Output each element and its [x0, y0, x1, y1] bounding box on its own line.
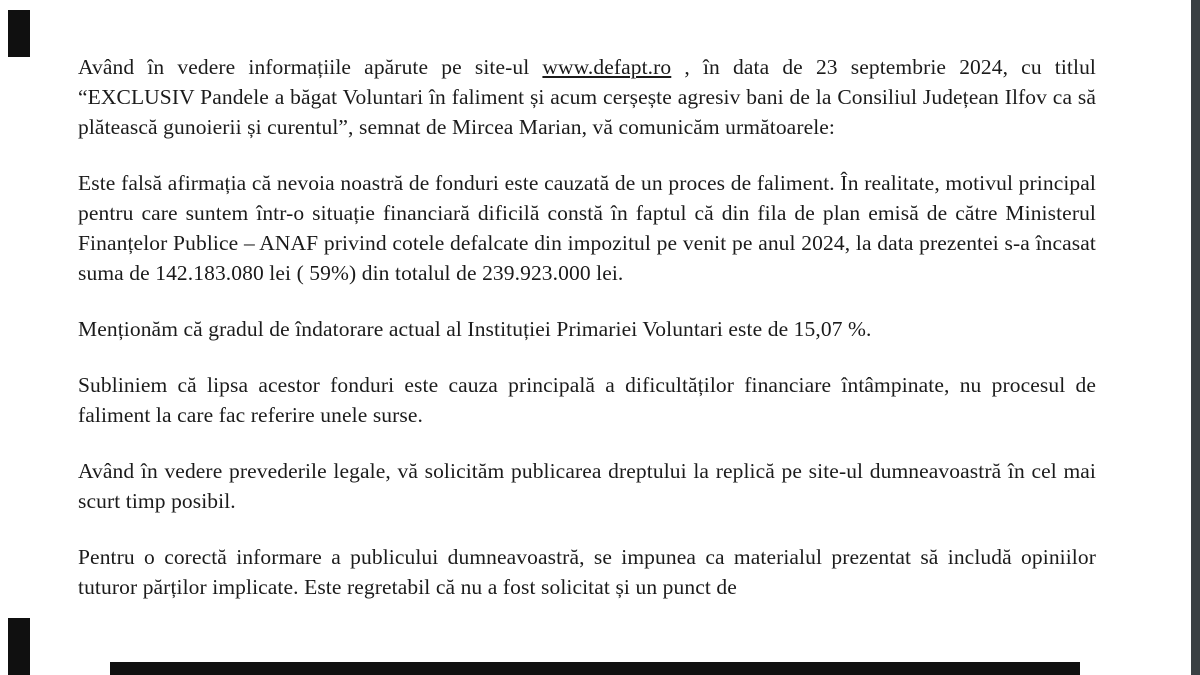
- scan-mark-bottom-left: [8, 618, 30, 675]
- paragraph-corecta-informare: Pentru o corectă informare a publicului dumneavoastră, se impunea ca materialul prezentat să includă opiniilor tuturor părților implicate. Este regretabil că nu a fost solicitat și un punct de: [78, 545, 1096, 599]
- defapt-url-link: www.defapt.ro: [542, 55, 672, 79]
- paragraph-intro-before-link: Având în vedere informațiile apărute pe site-ul: [78, 55, 543, 79]
- paragraph-grad-indatorare: Menționăm că gradul de îndatorare actual al Instituției Primariei Voluntari este de 15,07 %.: [78, 317, 872, 341]
- paragraph-intro: [78, 52, 1096, 142]
- paragraph-solicitare-replica: Având în vedere prevederile legale, vă solicităm publicarea dreptului la replică pe site-ul dumneavoastră în cel mai scurt timp posibil.: [78, 459, 1096, 513]
- paragraph-subliniere-fonduri: Subliniem că lipsa acestor fonduri este cauza principală a dificultăților financiare întâmpinate, nu procesul de faliment la care fac referire unele surse.: [78, 373, 1096, 427]
- scan-mark-top-left: [8, 10, 30, 57]
- scan-edge-right: [1191, 0, 1200, 675]
- paragraph-faliment-dezmintire: Este falsă afirmația că nevoia noastră de fonduri este cauzată de un proces de faliment. În realitate, motivul principal pentru care suntem într-o situație financiară dificilă constă în faptul că din fila de plan emisă de către Ministerul Finanțelor Publice – ANAF privind cotele defalcate din impozitul pe venit pe anul 2024, la data prezentei s-a încasat suma de 142.183.080 lei ( 59%) din totalul de 239.923.000 lei.: [78, 171, 1096, 285]
- scan-band-bottom: [110, 662, 1080, 675]
- paragraph-intro-after-link: , în data de 23 septembrie 2024, cu titlul “EXCLUSIV Pandele a băgat Voluntari în faliment și acum cerșește agresiv bani de la Consiliul Județean Ilfov ca să plătească gunoierii și curentul”, semnat de Mircea Marian, vă comunicăm următoarele:: [78, 55, 1096, 139]
